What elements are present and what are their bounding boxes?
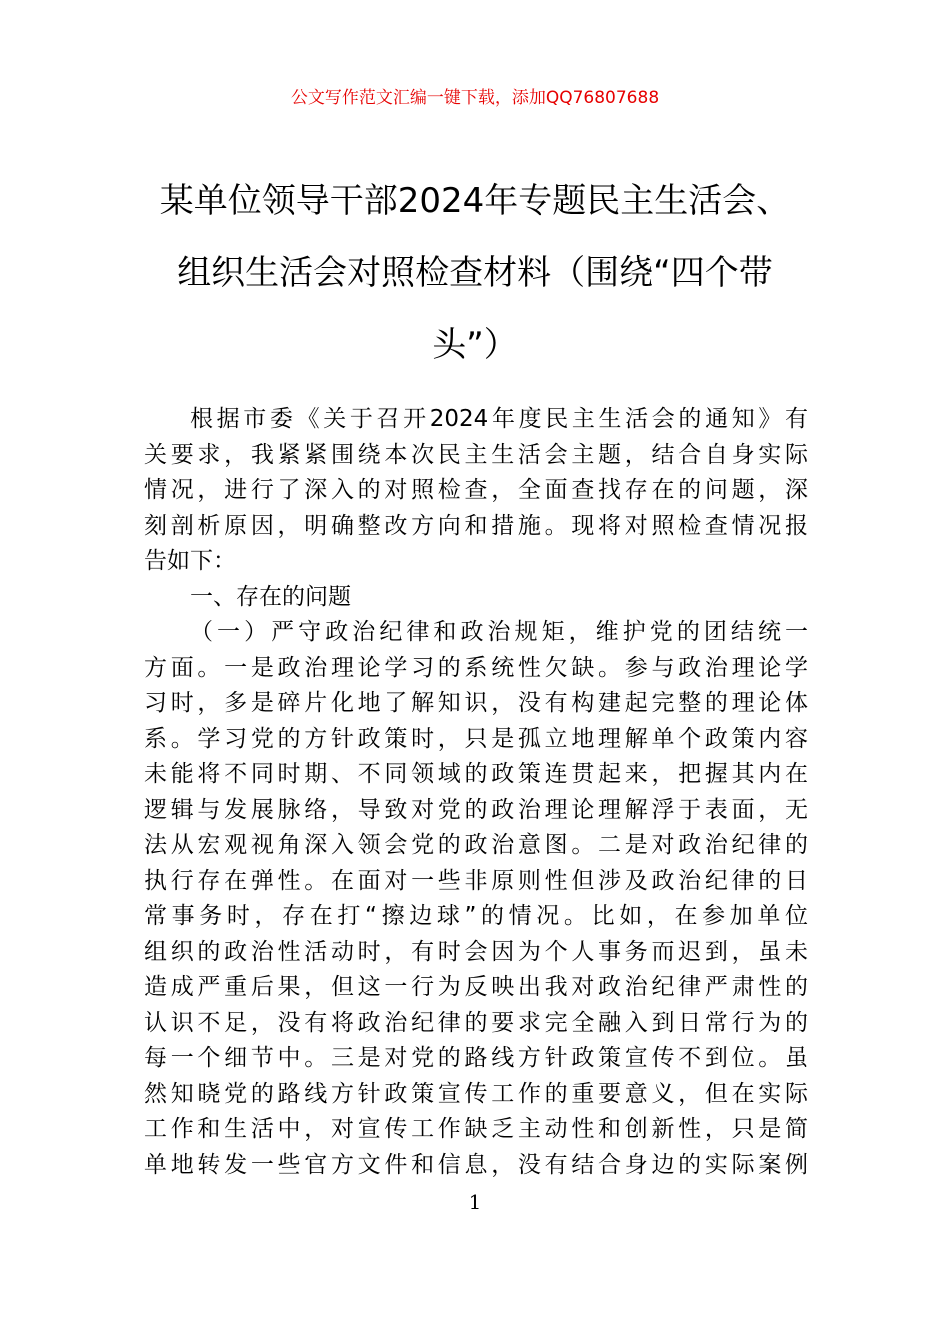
page-number: 1 [468,1190,482,1214]
title-line: 某单位领导干部2024年专题民主生活会、 [159,181,791,221]
body-line: 习时，多是碎片化地了解知识，没有构建起完整的理论体 [144,690,808,716]
body-line: 告如下： [144,548,236,574]
body-line: 情况，进行了深入的对照检查，全面查找存在的问题，深 [144,477,808,503]
document-title [142,165,808,381]
intro-paragraph [144,402,808,580]
body-line: 每一个细节中。三是对党的路线方针政策宣传不到位。虽 [144,1045,808,1071]
section-heading-text: 一、存在的问题 [190,583,351,610]
title-line: 组织生活会对照检查材料（围绕“四个带 [177,253,773,293]
body-line: 组织的政治性活动时，有时会因为个人事务而迟到，虽未 [144,938,808,965]
body-line: 根据市委《关于召开2024年度民主生活会的通知》有 [190,406,808,432]
body-line: 然知晓党的路线方针政策宣传工作的重要意义，但在实际 [144,1080,808,1107]
body-line: 造成严重后果，但这一行为反映出我对政治纪律严肃性的 [144,974,808,1000]
body-line: 认识不足，没有将政治纪律的要求完全融入到日常行为的 [144,1009,808,1036]
body-line: 工作和生活中，对宣传工作缺乏主动性和创新性，只是简 [144,1116,808,1142]
body-line: 常事务时，存在打“擦边球”的情况。比如，在参加单位 [144,903,808,929]
body-line: 方面。一是政治理论学习的系统性欠缺。参与政治理论学 [144,654,808,681]
body-line: 执行存在弹性。在面对一些非原则性但涉及政治纪律的日 [144,867,808,894]
body-line: （一）严守政治纪律和政治规矩，维护党的团结统一 [190,619,808,645]
body-line: 单地转发一些官方文件和信息，没有结合身边的实际案例 [144,1151,808,1178]
body-line: 系。学习党的方针政策时，只是孤立地理解单个政策内容 [144,725,808,752]
promo-banner: 公文写作范文汇编一键下载，添加QQ76807688 [290,88,660,108]
body-line: 关要求，我紧紧围绕本次民主生活会主题，结合自身实际 [144,441,808,468]
section-paragraph [144,615,808,1183]
body-line: 刻剖析原因，明确整改方向和措施。现将对照检查情况报 [144,512,808,539]
document-body [144,402,808,1183]
body-line: 法从宏观视角深入领会党的政治意图。二是对政治纪律的 [144,832,808,858]
title-line: 头”） [432,325,518,365]
body-line: 逻辑与发展脉络，导致对党的政治理论理解浮于表面，无 [144,796,808,823]
body-line: 未能将不同时期、不同领域的政策连贯起来，把握其内在 [144,761,808,787]
section-heading [144,580,808,616]
